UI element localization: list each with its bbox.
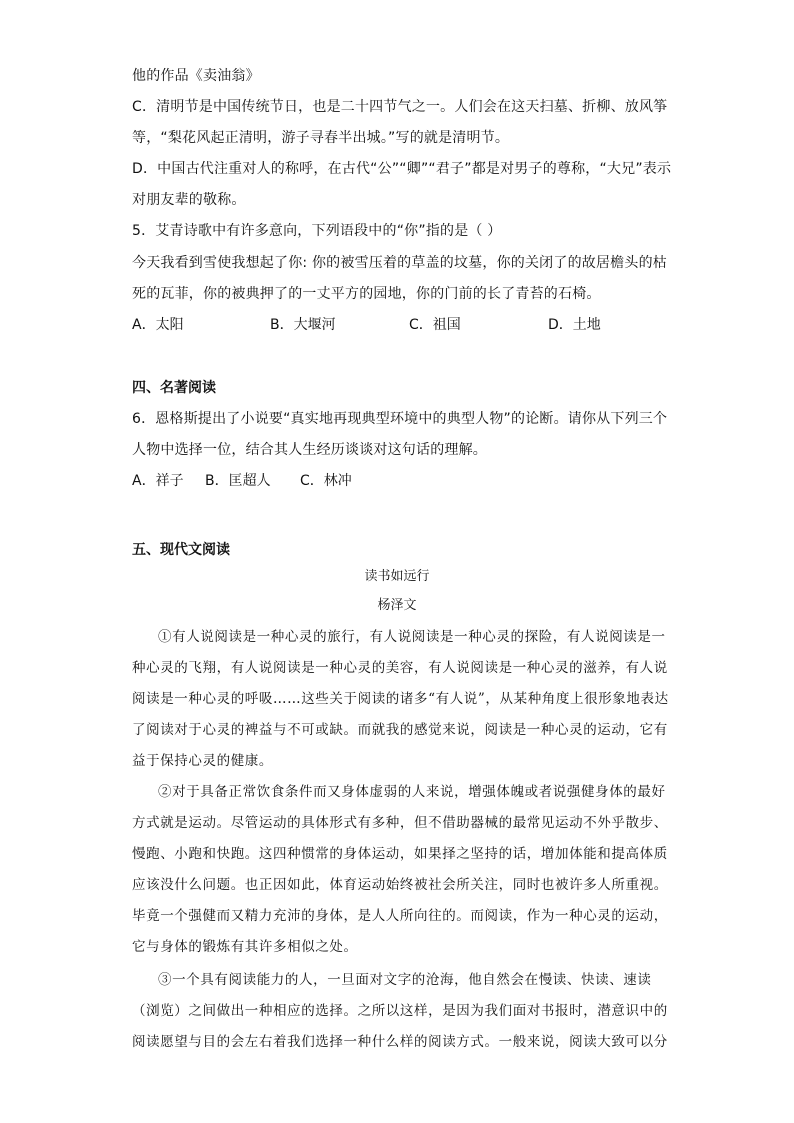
para2-line: ②对于具备正常饮食条件而又身体虚弱的人来说，增强体魄或者说强健身体的最好 [158,784,666,800]
q5-passage-line1: 今天我看到雪使我想起了你: 你的被雪压着的草盖的坟墓，你的关闭了的故居檐头的枯 [132,255,667,271]
para1-line: 益于保持心灵的健康。 [132,753,273,769]
q6-line1: 6．恩格斯提出了小说要“真实地再现典型环境中的典型人物”的论断。请你从下列三个 [132,411,668,427]
para2-line: 毕竟一个强健而又精力充沛的身体，是人人所向往的。而阅读，作为一种心灵的运动， [132,908,668,924]
para1-line: 种心灵的飞翔，有人说阅读是一种心灵的美容，有人说阅读是一种心灵的滋养，有人说 [132,660,668,676]
para1-line: 阅读是一种心灵的呼吸……这些关于阅读的诸多“有人说”，从某种角度上很形象地表达 [132,691,669,707]
q6-option-b: B．匡超人 [205,473,271,489]
essay-author: 杨泽文 [377,598,417,613]
para3-line: ③一个具有阅读能力的人，一旦面对文字的沧海，他自然会在慢读、快读、速读 [158,972,652,988]
q4-line-work: 他的作品《卖油翁》 [132,68,260,84]
q6-option-a: A．祥子 [132,473,184,489]
para2-line: 方式就是运动。尽管运动的具体形式有多种，但不借助器械的最常见运动不外乎散步、 [132,815,668,831]
para2-line: 它与身体的锻炼有其许多相似之处。 [132,939,358,955]
q4-option-d-line2: 对朋友辈的敬称。 [132,192,246,208]
q4-option-c-line1: C．清明节是中国传统节日，也是二十四节气之一。人们会在这天扫墓、折柳、放风筝 [132,99,668,115]
q5-option-b: B．大堰河 [270,317,336,333]
section-5-title: 五、现代文阅读 [132,542,230,558]
q4-option-d-line1: D．中国古代注重对人的称呼，在古代“公”“卿”“君子”都是对男子的尊称，“大兄”表示 [132,161,672,177]
para1-line: 了阅读对于心灵的裨益与不可或缺。而就我的感觉来说，阅读是一种心灵的运动，它有 [132,722,668,738]
q5-stem: 5．艾青诗歌中有许多意向，下列语段中的“你”指的是（ ） [132,223,502,239]
q5-option-a: A．太阳 [132,317,184,333]
q6-option-c: C．林冲 [300,473,352,489]
para3-line: （浏览）之间做出一种相应的选择。之所以这样，是因为我们面对书报时，潜意识中的 [132,1003,668,1019]
q6-line2: 人物中选择一位，结合其人生经历谈谈对这句话的理解。 [132,442,487,458]
para2-line: 慢跑、小跑和快跑。这四种惯常的身体运动，如果择之坚持的话，增加体能和提高体质 [132,846,668,862]
section-4-title: 四、名著阅读 [132,380,216,396]
essay-title: 读书如远行 [364,569,430,584]
q5-option-d: D．土地 [548,317,601,333]
q5-passage-line2: 死的瓦菲，你的被典押了的一丈平方的园地，你的门前的长了青苔的石椅。 [132,286,601,302]
para1-line: ①有人说阅读是一种心灵的旅行，有人说阅读是一种心灵的探险，有人说阅读是一 [158,629,666,645]
para3-line: 阅读愿望与目的会左右着我们选择一种什么样的阅读方式。一般来说，阅读大致可以分 [132,1034,668,1050]
para2-line: 应该没什么问题。也正因如此，体育运动始终被社会所关注，同时也被许多人所重视。 [132,877,668,893]
q5-option-c: C．祖国 [409,317,461,333]
q4-option-c-line2: 等，“梨花风起正清明，游子寻春半出城。”写的就是清明节。 [132,130,510,146]
